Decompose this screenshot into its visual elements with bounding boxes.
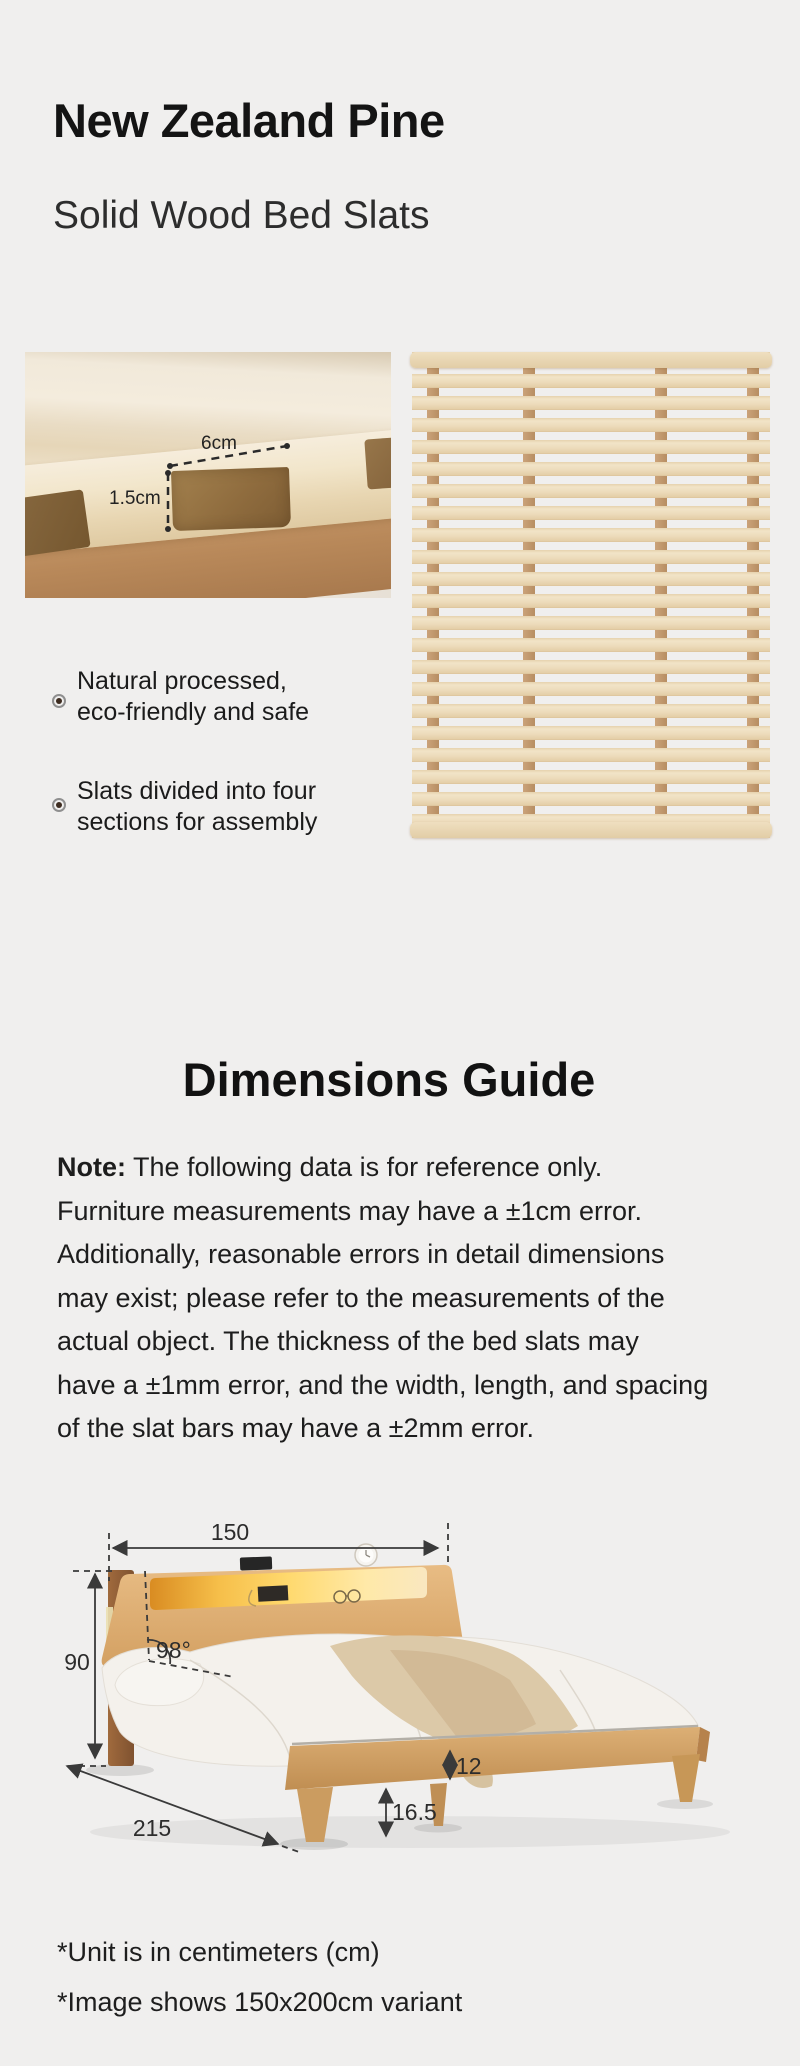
dimensions-heading: Dimensions Guide <box>182 1053 596 1106</box>
page-subtitle: Solid Wood Bed Slats <box>53 194 430 237</box>
dim-angle-label: 98° <box>156 1637 191 1663</box>
slat-grid-image <box>412 352 770 838</box>
page-title: New Zealand Pine <box>53 94 445 147</box>
slat-thickness-label: 1.5cm <box>109 488 161 509</box>
note-line: Additionally, reasonable errors in detail dimensions <box>57 1239 665 1269</box>
phone <box>258 1585 289 1602</box>
slat-width-label: 6cm <box>201 433 237 454</box>
dim-width-label: 150 <box>210 1519 250 1545</box>
note-line: Note: The following data is for reference only. <box>57 1152 603 1182</box>
note-line: have a ±1mm error, and the width, length, and spacing <box>57 1369 709 1400</box>
note-line: may exist; please refer to the measurements of the <box>57 1282 665 1313</box>
note-line: of the slat bars may have a ±2mm error. <box>57 1413 535 1443</box>
slat-bottom-bar <box>410 822 772 838</box>
footnote-variant: *Image shows 150x200cm variant <box>57 1987 463 2017</box>
note-label: Note: <box>57 1152 126 1182</box>
footnote-unit: *Unit is in centimeters (cm) <box>57 1937 380 1967</box>
bed-leg-right <box>672 1754 700 1802</box>
feature-item <box>77 776 317 838</box>
slat-detail-photo <box>25 352 391 598</box>
feature-line: sections for assembly <box>77 808 318 836</box>
feature-line: eco-friendly and safe <box>77 698 310 726</box>
dimensions-note <box>57 1146 762 1451</box>
measurement-lines <box>25 352 391 598</box>
slat-bars <box>412 352 770 838</box>
radio-bullet-icon <box>52 798 66 812</box>
note-line: actual object. The thickness of the bed slats may <box>57 1326 639 1356</box>
note-line: Furniture measurements may have a ±1cm error. <box>57 1195 643 1226</box>
tablet <box>240 1556 272 1570</box>
radio-bullet-icon <box>52 694 66 708</box>
dim-leg-label: 16.5 <box>392 1799 437 1825</box>
feature-line: Natural processed, <box>77 667 287 695</box>
dim-rail-label: 12 <box>456 1753 482 1779</box>
feature-line: Slats divided into four <box>77 777 317 805</box>
dim-height-label: 90 <box>64 1649 90 1675</box>
bed-dimensions-diagram <box>40 1500 790 1870</box>
slat-top-bar <box>410 352 772 368</box>
bed-illustration <box>102 1544 710 1842</box>
feature-item <box>77 666 309 728</box>
dim-length-label: 215 <box>132 1815 172 1841</box>
